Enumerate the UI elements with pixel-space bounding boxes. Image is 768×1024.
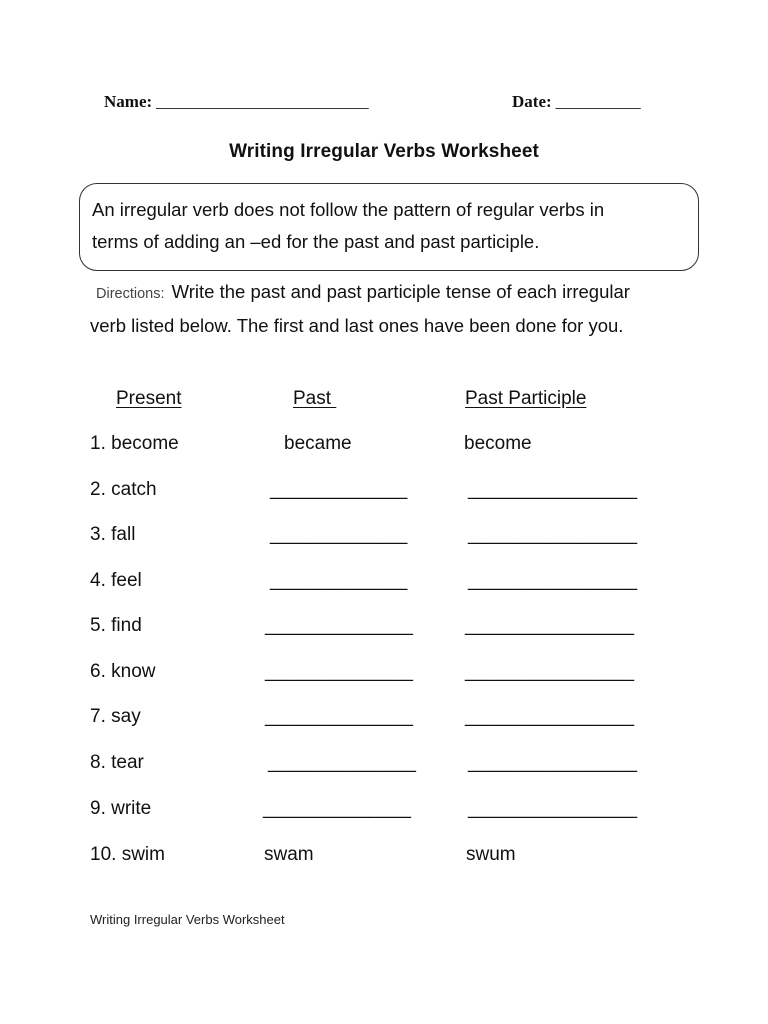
- verb-row: [0, 706, 768, 736]
- present-tense-cell: 9. write: [90, 798, 152, 819]
- verb-row: [0, 524, 768, 554]
- definition-line-2: terms of adding an –ed for the past and past participle.: [92, 231, 540, 252]
- worksheet-title: Writing Irregular Verbs Worksheet: [229, 141, 539, 162]
- present-tense-cell: 5. find: [90, 615, 142, 636]
- past-participle-cell: become: [464, 433, 532, 454]
- present-tense-cell: 3. fall: [90, 524, 136, 545]
- past-tense-cell[interactable]: ______________: [263, 798, 411, 819]
- past-participle-cell[interactable]: ________________: [468, 479, 638, 500]
- past-tense-cell: became: [284, 433, 352, 454]
- past-tense-cell[interactable]: _____________: [270, 570, 408, 591]
- verb-row: [0, 570, 768, 600]
- verb-row: [0, 661, 768, 691]
- definition-box: [79, 183, 699, 271]
- verb-row: [0, 479, 768, 509]
- present-tense-cell: 2. catch: [90, 479, 157, 500]
- name-label: Name:: [104, 92, 153, 111]
- past-participle-cell[interactable]: ________________: [468, 752, 638, 773]
- past-tense-cell[interactable]: ______________: [265, 615, 413, 636]
- past-tense-cell[interactable]: ______________: [265, 661, 413, 682]
- date-label: Date:: [512, 92, 552, 111]
- past-participle-cell: swum: [466, 844, 516, 865]
- column-header-past-participle: Past Participle: [465, 388, 587, 409]
- past-participle-cell[interactable]: ________________: [465, 706, 635, 727]
- column-header-past: Past: [293, 388, 337, 409]
- definition-line-1: An irregular verb does not follow the pattern of regular verbs in: [92, 199, 605, 220]
- verb-row: [0, 433, 768, 463]
- present-tense-cell: 1. become: [90, 433, 179, 454]
- column-header-present: Present: [116, 388, 182, 409]
- past-participle-cell[interactable]: ________________: [468, 798, 638, 819]
- date-blank-line[interactable]: __________: [555, 92, 641, 111]
- verb-row: [0, 615, 768, 645]
- past-tense-cell[interactable]: _____________: [270, 479, 408, 500]
- past-participle-cell[interactable]: ________________: [465, 615, 635, 636]
- past-tense-cell: swam: [264, 844, 314, 865]
- date-field[interactable]: [512, 92, 641, 112]
- past-participle-cell[interactable]: ________________: [468, 570, 638, 591]
- verb-row: [0, 752, 768, 782]
- verb-row: [0, 798, 768, 828]
- directions: [90, 276, 670, 342]
- past-tense-cell[interactable]: ______________: [268, 752, 416, 773]
- present-tense-cell: 4. feel: [90, 570, 142, 591]
- footer: Writing Irregular Verbs Worksheet: [90, 912, 285, 927]
- name-field[interactable]: [104, 92, 369, 112]
- past-tense-cell[interactable]: _____________: [270, 524, 408, 545]
- directions-text: Write the past and past participle tense of each irregular verb listed below. The first and last ones have been done for you.: [90, 281, 630, 336]
- name-blank-line[interactable]: _________________________: [156, 92, 369, 111]
- present-tense-cell: 8. tear: [90, 752, 144, 773]
- verb-row: [0, 844, 768, 874]
- present-tense-cell: 7. say: [90, 706, 141, 727]
- past-participle-cell[interactable]: ________________: [468, 524, 638, 545]
- present-tense-cell: 6. know: [90, 661, 156, 682]
- present-tense-cell: 10. swim: [90, 844, 165, 865]
- past-participle-cell[interactable]: ________________: [465, 661, 635, 682]
- directions-label: Directions:: [96, 286, 165, 302]
- past-tense-cell[interactable]: ______________: [265, 706, 413, 727]
